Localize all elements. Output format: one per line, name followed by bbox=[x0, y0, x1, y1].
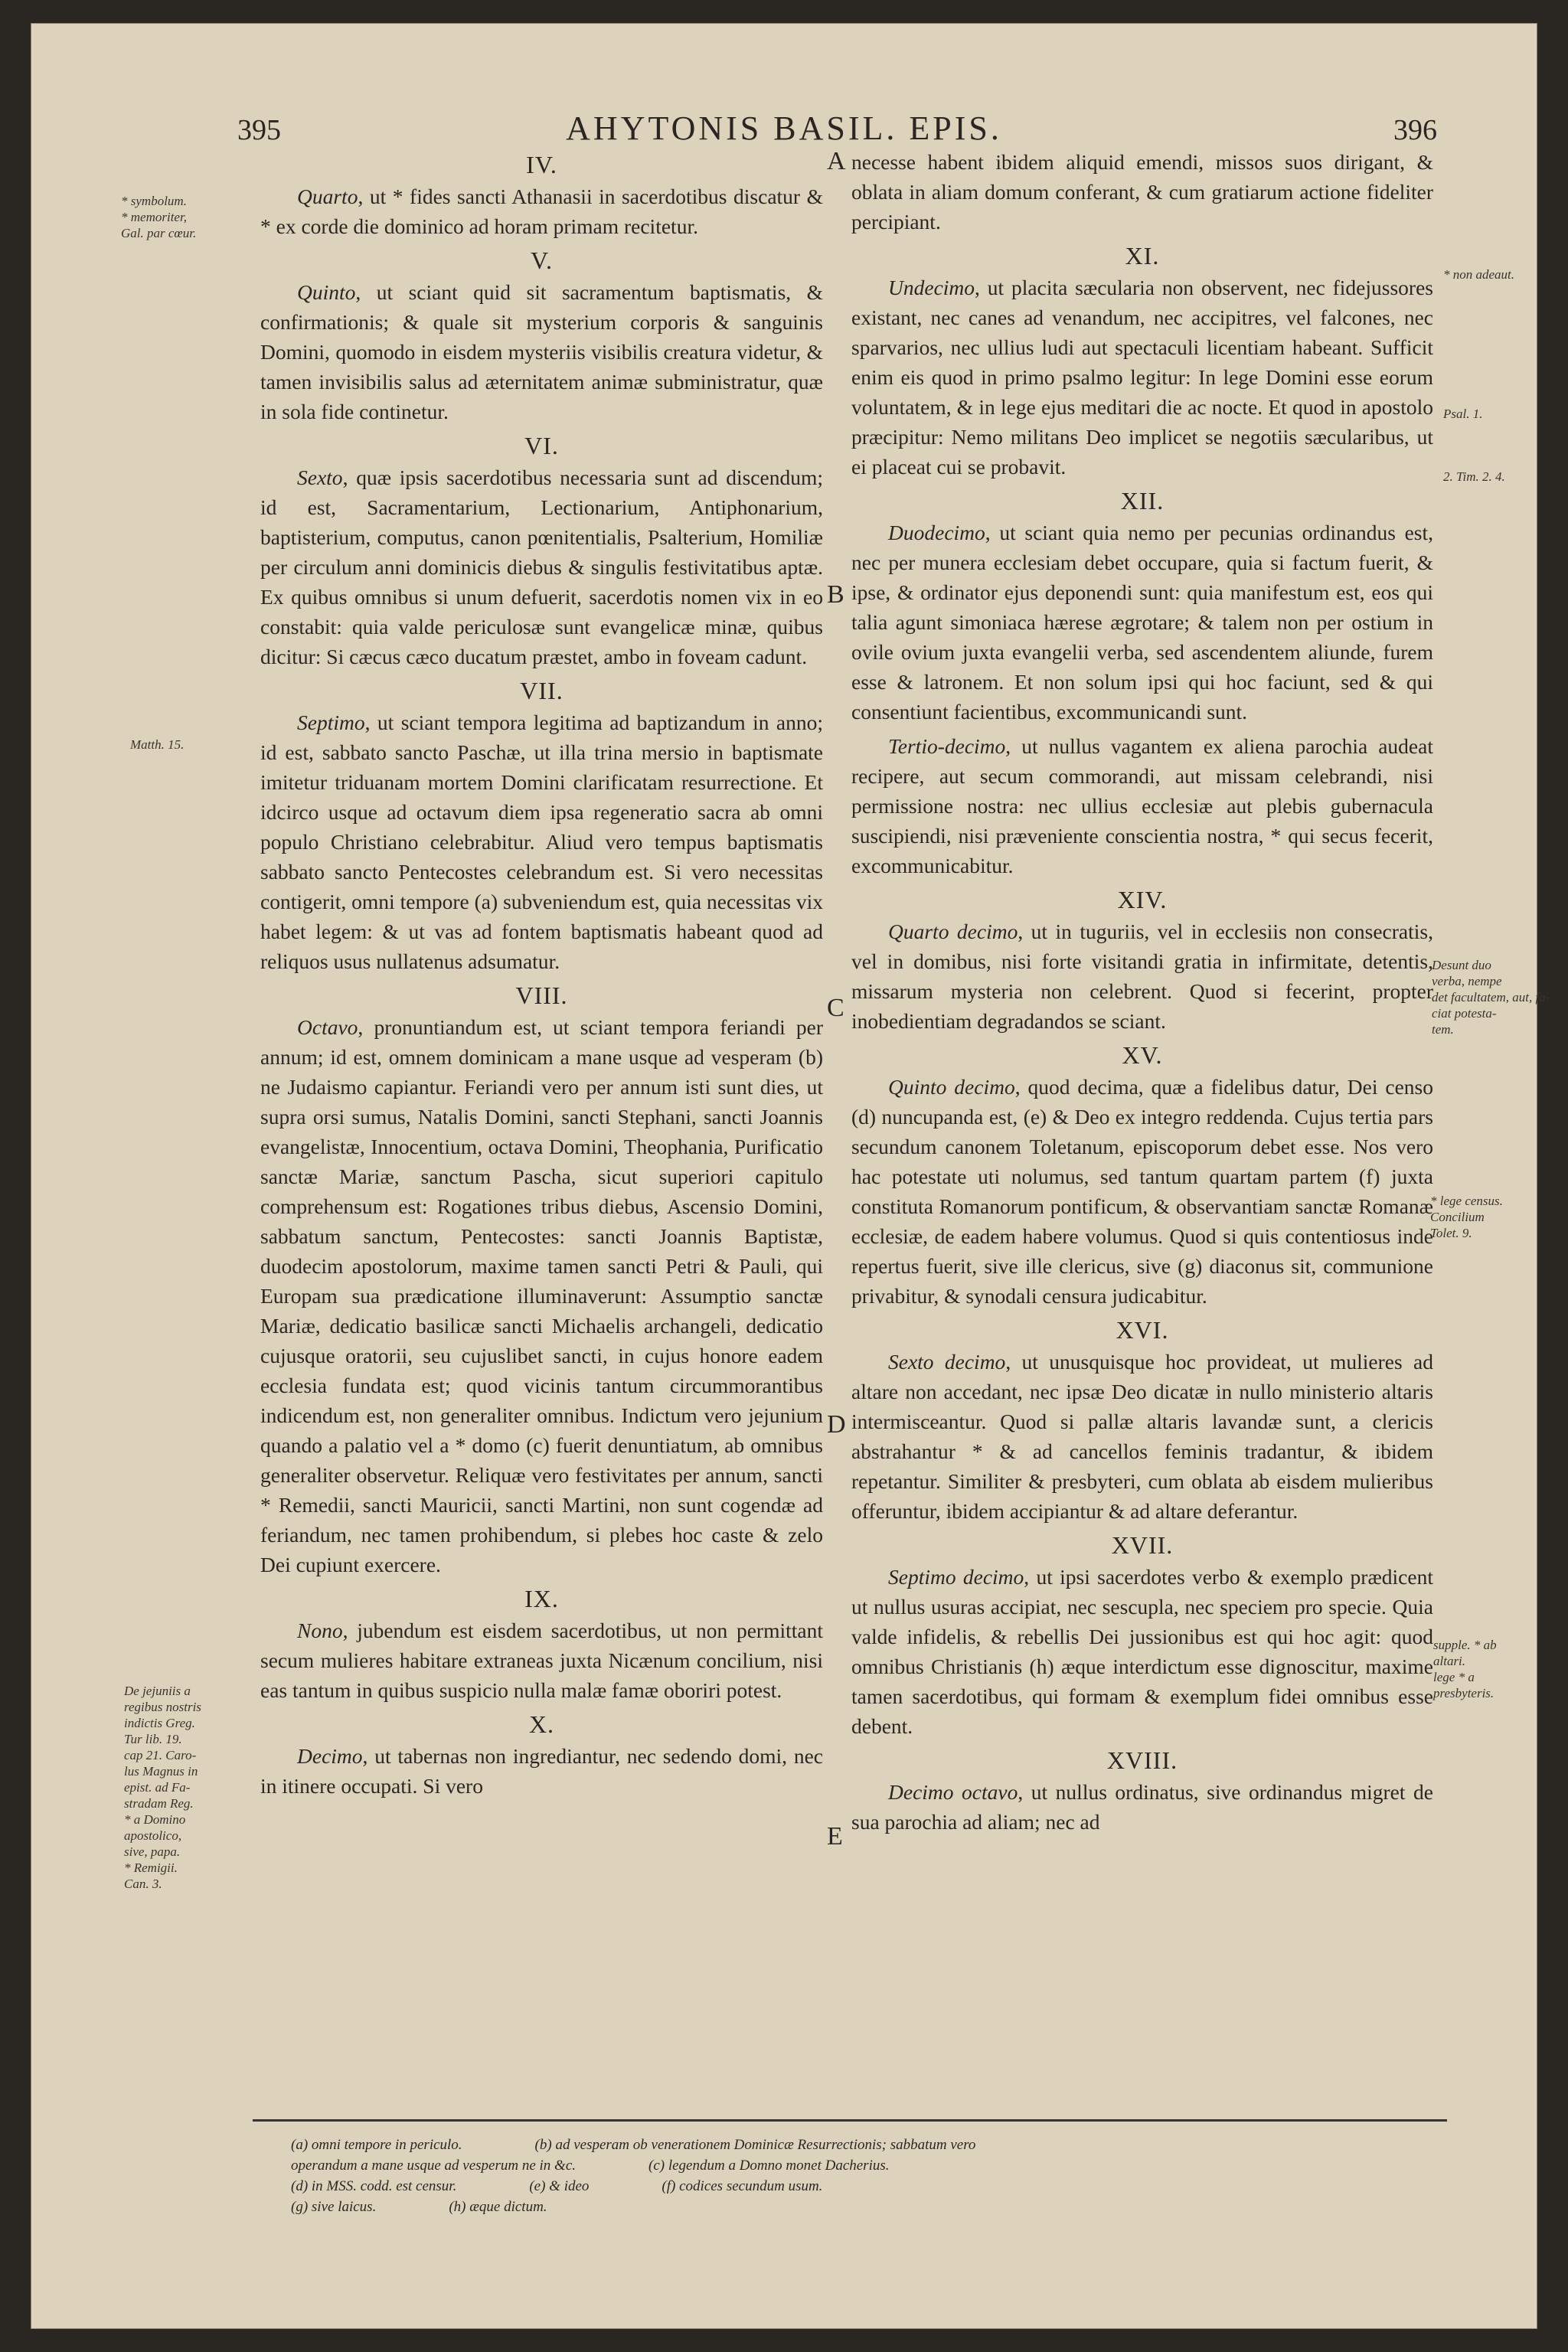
footnote-line: (a) omni tempore in periculo. (b) ad vesperam ob venerationem Dominicæ Resurrectionis; sabbatum vero bbox=[291, 2137, 976, 2153]
section-numeral: IV. bbox=[526, 151, 557, 178]
canon-paragraph bbox=[851, 518, 1433, 727]
canon-paragraph bbox=[260, 181, 823, 241]
canon-text: , ut sciant quia nemo per pecunias ordinandus est, nec per munera ecclesiam debet occupare, quia si factum fuerit, & ipse, & ordinator ejus deponendi sunt: quia manifestum est, eos qui talia agunt simoniaca hærese ægrotare; & talem non per ostium in ovile ovium juxta evangelii verba, sed ascendentem aliunde, furem esse & latronem. Et non solum ipsi qui hoc faciunt, sed & qui consentiunt facientibus, excommunicandi sunt. bbox=[851, 521, 1433, 724]
canon-paragraph bbox=[851, 1347, 1433, 1526]
footnote-line: (d) in MSS. codd. est censur. (e) & ideo (f) codices secundum usum. bbox=[291, 2178, 823, 2194]
canon-lead-word: Septimo decimo bbox=[888, 1565, 1024, 1589]
canon-lead-word: Octavo bbox=[297, 1015, 358, 1039]
canon-lead-word: Sexto decimo bbox=[888, 1350, 1006, 1374]
canon-text: , ut sciant tempora legitima ad baptizandum in anno; id est, sabbato sancto Paschæ, ut illa trina mersio in baptismate imitetur triduanam mortem Domini clarificatam resurrectione. Et idcirco usque ad octavum diem ipsa regeneratio sacra ab omni populo Christiano celebrabitur. Aliud vero tempus baptismatis sabbato sancto Pentecostes celebrandum est. Si vero necessitas contigerit, omni tempore (a) subveniendum est, quia necessitas vix habet legem: & ut vas ad fontem baptismatis habeant quod ad reliquos usus nullatenus adsumatur. bbox=[260, 710, 823, 973]
canon-text: , quæ ipsis sacerdotibus necessaria sunt ad discendum; id est, Sacramentarium, Lectionarium, Antiphonarium, baptisterium, computus, canon pœnitentialis, Psalterium, Homiliæ per circulum anni dominicis diebus & singulis festivitatibus aptæ. Ex quibus omnibus si unum defuerit, sacerdotis nomen vix in eo constabit: quia valde periculosæ sunt evangelicæ minæ, quibus dicitur: Si cæcus cæco ducatum præstet, ambo in foveam cadunt. bbox=[260, 466, 823, 668]
section-numeral: XII. bbox=[1120, 487, 1165, 514]
canon-lead-word: Quarto bbox=[297, 185, 358, 208]
canon-text: , pronuntiandum est, ut sciant tempora feriandi per annum; id est, omnem dominicam a mane usque ad vesperam (b) ne Judaismo capiantur. Feriandi vero per annum isti sunt dies, ut supra orsi sumus, Natalis Domini, sancti Stephani, sancti Joannis evangelistæ, Innocentium, octava Domini, Theophania, Purificatio sanctæ Mariæ, sanctum Pascha, sicut superiori capitulo comprehensum est: Rogationes tribus diebus, Ascensio Domini, sabbatum sanctum, Pentecostes: sancti Joannis Baptistæ, duodecim apostolorum, maxime tamen sancti Petri & Pauli, qui Europam sua prædicatione illuminaverunt: Assumptio sanctæ Mariæ, dedicatio basilicæ sancti Michaelis archangeli, dedicatio cujusque oratorii, seu cujuslibet sancti, in cujus honore eadem ecclesia fundata est; quod vicinis tantum circummorantibus indicendum est, non generaliter omnibus. Indictum vero jejunium quando a palatio vel a * domo (c) fuerit denuntiatum, ab omnibus generaliter observetur. Reliquæ vero festivitates per annum, sancti * Remedii, sancti Mauricii, sancti Martini, non sunt cogendæ ad feriandum, nec tamen prohibendum, si plebes hoc caste & zelo Dei cupiunt exercere. bbox=[260, 1015, 823, 1576]
margin-note-supple: supple. * ab altari. lege * a presbyteris. bbox=[1433, 1638, 1497, 1700]
canon-paragraph bbox=[260, 707, 823, 976]
canon-paragraph bbox=[260, 462, 823, 671]
section-numeral: V. bbox=[531, 247, 553, 274]
section-numeral: X. bbox=[528, 1710, 555, 1738]
canon-text: , ut unusquisque hoc provideat, ut mulieres ad altare non accedant, nec ipsæ Deo dicatæ in nullo ministerio altaris intermisceantur. Quod si pallæ altaris lavandæ sunt, a clericis abstrahantur * & ad cancellos feminis tradantur, & ibidem repetantur. Similiter & presbyteri, cum oblata ab eisdem mulieribus offeruntur, ibidem accipiantur & ad altare deferantur. bbox=[851, 1350, 1433, 1523]
canon-text: , ut nullus ordinatus, sive ordinandus migret de sua parochia ad aliam; nec ad bbox=[851, 1780, 1434, 1834]
page-number-right: 396 bbox=[1393, 114, 1437, 146]
canon-text: , jubendum est eisdem sacerdotibus, ut non permittant secum mulieres habitare extraneas juxta Nicænum concilium, nisi eas tantum in quibus suspicio nulla malæ famæ oboriri potest. bbox=[260, 1619, 823, 1702]
margin-note-matth: Matth. 15. bbox=[130, 737, 185, 752]
margin-note-tim: 2. Tim. 2. 4. bbox=[1443, 469, 1505, 484]
canon-lead-word: Sexto bbox=[297, 466, 343, 489]
margin-note-desunt: Desunt duo verba, nempe det facultatem, aut, fa- ciat potesta- tem. bbox=[1432, 958, 1550, 1037]
canon-lead-word: Undecimo bbox=[888, 276, 975, 299]
footnote-rule bbox=[253, 2119, 1447, 2122]
canon-paragraph bbox=[851, 916, 1433, 1036]
canon-text: , quod decima, quæ a fidelibus datur, Dei censo (d) nuncupanda est, (e) & Deo ex integro reddenda. Cujus tertia pars secundum canonem Toletanum, episcoporum debet esse. Nos vero hac potestate uti nolumus, sed tantum quartam partem (f) juxta constituta Romanorum pontificum, & observantiam sanctæ Romanæ ecclesiæ, de eadem habere volumus. Quod si quis contentiosus inde repertus fuerit, sive ille clericus, sive (g) diaconus sit, communione privabitur, & synodali censura judicabitur. bbox=[851, 1075, 1433, 1308]
canon-paragraph bbox=[260, 277, 823, 426]
canon-text: necesse habent ibidem aliquid emendi, missos suos dirigant, & oblata in aliam domum conferant, & cum gratiarum actione fideliter percipiant. bbox=[851, 150, 1433, 234]
section-numeral: XI. bbox=[1125, 242, 1160, 270]
margin-note-census: * lege census. Concilium Tolet. 9. bbox=[1430, 1194, 1503, 1240]
section-letter-d: D bbox=[827, 1410, 846, 1439]
right-column bbox=[851, 147, 1433, 1841]
footnote-line: (g) sive laicus. (h) æque dictum. bbox=[291, 2199, 547, 2215]
canon-text: , ut tabernas non ingrediantur, nec sedendo domi, nec in itinere occupati. Si vero bbox=[260, 1744, 823, 1798]
canon-paragraph bbox=[260, 1741, 823, 1801]
footnotes bbox=[291, 2135, 1439, 2217]
section-numeral: XVI. bbox=[1116, 1316, 1169, 1344]
canon-lead-word: Tertio-decimo bbox=[888, 734, 1006, 758]
canon-text: , ut * fides sancti Athanasii in sacerdotibus discatur & * ex corde die dominico ad horam primam recitetur. bbox=[260, 185, 823, 238]
canon-lead-word: Nono bbox=[297, 1619, 343, 1642]
canon-paragraph bbox=[851, 273, 1433, 482]
section-numeral: XVIII. bbox=[1106, 1746, 1178, 1774]
canon-text: , ut sciant quid sit sacramentum baptismatis, & confirmationis; & quale sit mysterium corporis & sanguinis Domini, quomodo in eisdem mysteriis visibilis creatura videtur, & tamen invisibilis salus ad æternitatem animæ subministratur, quæ in sola fide continetur. bbox=[260, 280, 823, 423]
canon-lead-word: Quinto decimo bbox=[888, 1075, 1015, 1099]
left-column bbox=[260, 147, 823, 1805]
margin-note-symbolum: * symbolum. * memoriter, Gal. par cœur. bbox=[121, 194, 197, 240]
canon-lead-word: Septimo bbox=[297, 710, 365, 734]
canon-paragraph bbox=[260, 1615, 823, 1705]
margin-note-jejuniis: De jejuniis a regibus nostris indictis Greg. Tur lib. 19. cap 21. Caro- lus Magnus in epist. ad Fa- stradam Reg. * a Domino apostolico, sive, papa. * Remigii. Can. 3. bbox=[124, 1684, 201, 1891]
section-numeral: XIV. bbox=[1117, 886, 1168, 913]
section-letter-e: E bbox=[827, 1822, 843, 1851]
section-letter-a: A bbox=[827, 147, 846, 175]
canon-text: , ut placita sæcularia non observent, nec fidejussores existant, nec canes ad venandum, nec accipitres, vel falcones, nec sparvarios, nec ullius ludi aut spectaculi licentiam habeant. Sufficit enim eis quod in primo psalmo legitur: In lege Domini esse eorum voluntatem, & in lege ejus meditari die ac nocte. Et quod in apostolo præcipitur: Nemo militans Deo implicet se negotiis sæcularibus, ut ei placeat cui se probavit. bbox=[851, 276, 1433, 479]
canon-lead-word: Quinto bbox=[297, 280, 356, 304]
canon-paragraph bbox=[260, 1012, 823, 1579]
canon-text: , ut ipsi sacerdotes verbo & exemplo prædicent ut nullus usuras accipiat, nec sescupla, nec speciem pro specie. Quia valde infidelis, & rebellis Dei jussionibus est qui hoc agit: quod omnibus Christianis (h) æque interdictum esse dignoscitur, maxime tamen sacerdotibus, qui formam & exemplum fidei omnibus esse debent. bbox=[851, 1565, 1433, 1738]
section-numeral: XVII. bbox=[1111, 1531, 1174, 1559]
canon-paragraph bbox=[851, 147, 1433, 237]
section-letter-b: B bbox=[827, 580, 844, 609]
canon-text: , ut in tuguriis, vel in ecclesiis non consecratis, vel in domibus, nisi forte visitandi gratia in infirmitate, detentis, missarum mysteria non celebrent. Quod si fecerint, propter inobedientiam degradandos se sciant. bbox=[851, 920, 1433, 1033]
running-head: AHYTONIS BASIL. EPIS. bbox=[566, 109, 1002, 147]
canon-paragraph bbox=[851, 1777, 1433, 1837]
section-numeral: VI. bbox=[524, 432, 559, 459]
section-numeral: VIII. bbox=[515, 982, 568, 1009]
canon-lead-word: Decimo bbox=[297, 1744, 363, 1768]
margin-note-non-adeaut: * non adeaut. bbox=[1443, 267, 1515, 282]
book-page bbox=[31, 23, 1550, 2329]
footnote-line: operandum a mane usque ad vesperum ne in &c. (c) legendum a Domno monet Dacherius. bbox=[291, 2158, 890, 2174]
canon-lead-word: Quarto decimo bbox=[888, 920, 1018, 943]
section-numeral: IX. bbox=[524, 1585, 559, 1612]
margin-note-psal: Psal. 1. bbox=[1443, 407, 1483, 421]
section-numeral: VII. bbox=[520, 677, 564, 704]
canon-lead-word: Decimo octavo bbox=[888, 1780, 1018, 1804]
canon-text: , ut nullus vagantem ex aliena parochia audeat recipere, aut secum commorandi, aut missam celebrandi, nisi permissione nostra: nec ullius ecclesiæ aut plebis gubernacula suscipiendi, nisi præveniente conscientia nostra, * qui secus fecerit, excommunicabitur. bbox=[851, 734, 1433, 877]
canon-paragraph bbox=[851, 1072, 1433, 1311]
section-letter-c: C bbox=[827, 994, 844, 1022]
canon-paragraph bbox=[851, 731, 1433, 880]
canon-paragraph bbox=[851, 1562, 1433, 1741]
page-number-left: 395 bbox=[237, 114, 281, 146]
section-numeral: XV. bbox=[1122, 1041, 1163, 1069]
canon-lead-word: Duodecimo bbox=[888, 521, 985, 544]
